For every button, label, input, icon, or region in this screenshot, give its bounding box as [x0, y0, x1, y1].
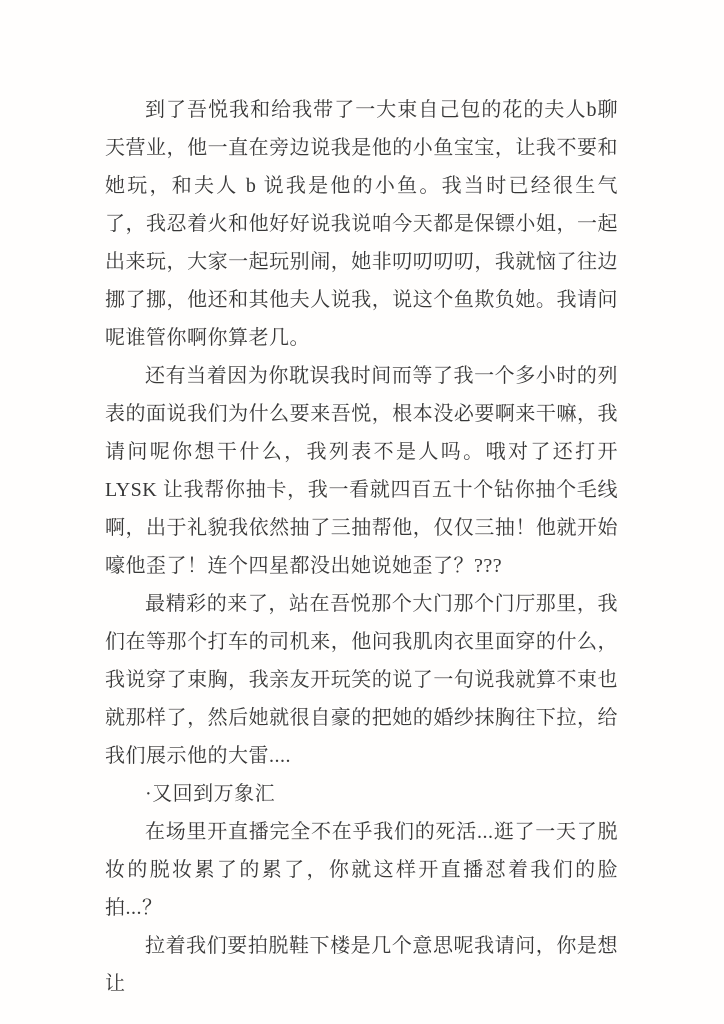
- paragraph-5: 在场里开直播完全不在乎我们的死活...逛了一天了脱妆的脱妆累了的累了，你就这样开直播怼着我们的脸拍...？: [105, 821, 618, 919]
- paragraph-6-truncated: 拉着我们要拍脱鞋下楼是几个意思呢我请问，你是想让: [105, 935, 618, 995]
- paragraph-2: 还有当着因为你耽误我时间而等了我一个多小时的列表的面说我们为什么要来吾悦，根本没必要啊来干嘛，我请问呢你想干什么，我列表不是人吗。哦对了还打开 LYSK 让我帮你抽卡，我一看就四百五十个钻你抽个毛线啊，出于礼貌我依然抽了三抽帮他，仅仅三抽！他就开始嚎他歪了！连个四星都没出她说她歪了？???: [105, 365, 618, 577]
- paragraph-4-bullet-line: ·又回到万象汇: [145, 783, 276, 805]
- paragraph-3: 最精彩的来了，站在吾悦那个大门那个门厅那里，我们在等那个打车的司机来，他问我肌肉衣里面穿的什么，我说穿了束胸，我亲友开玩笑的说了一句说我就算不束也就那样了，然后她就很自豪的把她的婚纱抹胸往下拉，给我们展示他的大雷....: [105, 593, 618, 767]
- paragraph-1: 到了吾悦我和给我带了一大束自己包的花的夫人b聊天营业，他一直在旁边说我是他的小鱼宝宝，让我不要和她玩，和夫人 b 说我是他的小鱼。我当时已经很生气了，我忍着火和他好好说我说咱今天都是保镖小姐，一起出来玩，大家一起玩别闹，她非叨叨叨叨，我就恼了往边挪了挪，他还和其他夫人说我，说这个鱼欺负她。我请问呢谁管你啊你算老几。: [105, 99, 618, 349]
- document-body-text: [105, 91, 618, 1003]
